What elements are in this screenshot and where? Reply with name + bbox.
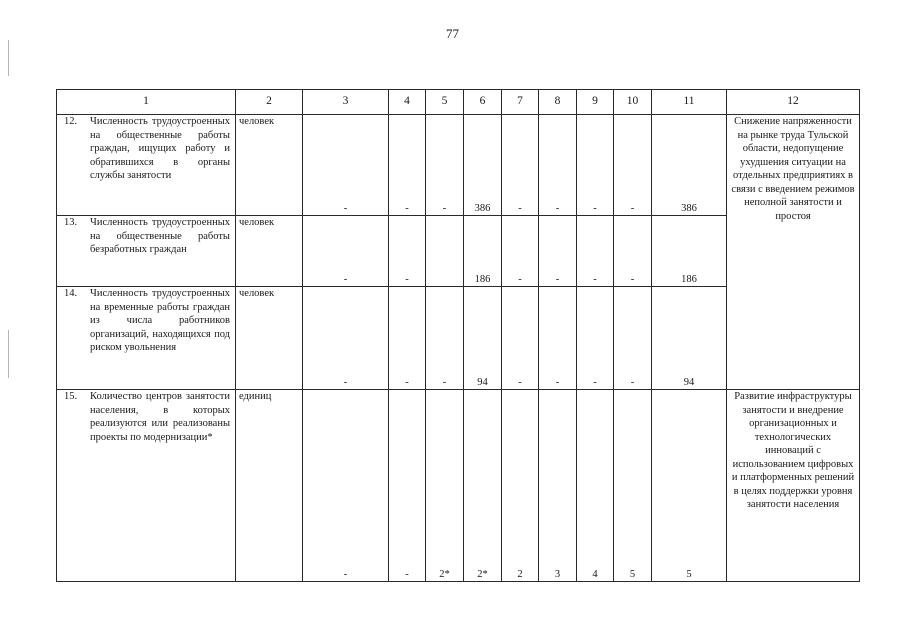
- indicator-name: Численность трудоустроенных на временные работы граждан из числа работников организаций, находящихся под риском увольнения: [90, 288, 230, 353]
- unit-cell: человек: [236, 216, 303, 287]
- value-cell: -: [426, 115, 464, 216]
- row-number: 13.: [64, 217, 78, 228]
- value-cell: -: [577, 115, 614, 216]
- value-cell: 94: [652, 287, 727, 390]
- indicator-name-cell: [57, 216, 236, 287]
- indicator-name: Численность трудоустроенных на общественные работы граждан, ищущих работу и обратившихся в органы службы занятости: [90, 116, 230, 181]
- column-header: 12: [727, 90, 860, 115]
- column-header: 1: [57, 90, 236, 115]
- column-header: 6: [464, 90, 502, 115]
- table-header-row: [57, 90, 860, 115]
- value-cell: -: [577, 216, 614, 287]
- value-cell: -: [303, 287, 389, 390]
- column-header: 5: [426, 90, 464, 115]
- column-header: 3: [303, 90, 389, 115]
- value-cell: -: [303, 115, 389, 216]
- value-cell: 386: [652, 115, 727, 216]
- scan-edge-mark: [8, 330, 9, 378]
- indicator-name-cell: [57, 115, 236, 216]
- row-number: 14.: [64, 288, 78, 299]
- unit-cell: единиц: [236, 390, 303, 582]
- indicators-table: [56, 89, 860, 582]
- indicator-name: Численность трудоустроенных на общественные работы безработных граждан: [90, 217, 230, 255]
- page-number: 77: [446, 26, 459, 41]
- value-cell: 186: [464, 216, 502, 287]
- table-row: [57, 390, 860, 582]
- row-number: 15.: [64, 391, 78, 402]
- value-cell: 3: [539, 390, 577, 582]
- value-cell: 94: [464, 287, 502, 390]
- value-cell: -: [389, 115, 426, 216]
- indicator-name-cell: [57, 287, 236, 390]
- column-header: 2: [236, 90, 303, 115]
- value-cell: -: [389, 390, 426, 582]
- column-header: 10: [614, 90, 652, 115]
- expected-result-note: Развитие инфраструктуры занятости и внедрение организационных и технологических инноваций с использованием цифровых и платформенных решений в целях поддержки уровня занятости населения: [727, 390, 860, 582]
- value-cell: -: [426, 287, 464, 390]
- value-cell: -: [502, 287, 539, 390]
- value-cell: -: [614, 216, 652, 287]
- scan-edge-mark: [8, 40, 9, 76]
- column-header: 9: [577, 90, 614, 115]
- value-cell: 5: [652, 390, 727, 582]
- value-cell: -: [502, 216, 539, 287]
- value-cell: -: [539, 216, 577, 287]
- column-header: 4: [389, 90, 426, 115]
- column-header: 7: [502, 90, 539, 115]
- indicator-name-cell: [57, 390, 236, 582]
- column-header: 11: [652, 90, 727, 115]
- unit-cell: человек: [236, 115, 303, 216]
- value-cell: -: [502, 115, 539, 216]
- value-cell: 2*: [464, 390, 502, 582]
- value-cell: 2*: [426, 390, 464, 582]
- value-cell: 386: [464, 115, 502, 216]
- value-cell: -: [577, 287, 614, 390]
- value-cell: -: [389, 216, 426, 287]
- value-cell: -: [539, 115, 577, 216]
- value-cell: -: [614, 115, 652, 216]
- value-cell: [426, 216, 464, 287]
- expected-result-note: Снижение напряженности на рынке труда Тульской области, недопущение ухудшения ситуации на отдельных предприятиях в связи с введением режимов неполной занятости и простоя: [727, 115, 860, 390]
- value-cell: -: [389, 287, 426, 390]
- value-cell: -: [303, 390, 389, 582]
- column-header: 8: [539, 90, 577, 115]
- value-cell: 2: [502, 390, 539, 582]
- indicator-name: Количество центров занятости населения, в которых реализуются или реализованы проекты по модернизации*: [90, 391, 230, 443]
- value-cell: 5: [614, 390, 652, 582]
- value-cell: -: [303, 216, 389, 287]
- row-number: 12.: [64, 116, 78, 127]
- value-cell: 4: [577, 390, 614, 582]
- value-cell: -: [614, 287, 652, 390]
- value-cell: 186: [652, 216, 727, 287]
- table-row: [57, 115, 860, 216]
- unit-cell: человек: [236, 287, 303, 390]
- value-cell: -: [539, 287, 577, 390]
